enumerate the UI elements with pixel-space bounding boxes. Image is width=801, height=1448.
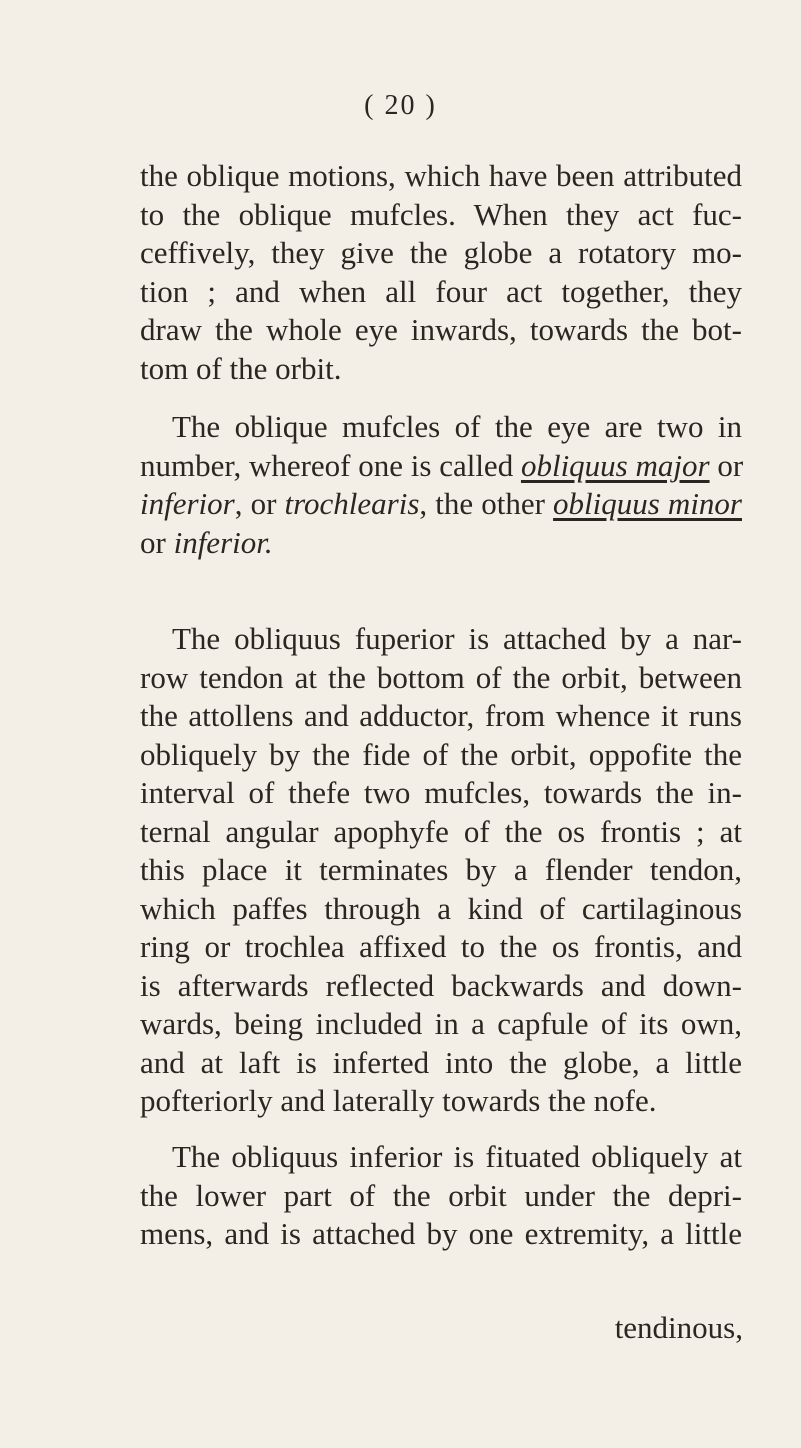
text-line: wards, being included in a capfule of its own, bbox=[140, 1006, 742, 1041]
text-line: pofteriorly and laterally towards the nofe. bbox=[140, 1083, 657, 1118]
latin-term: trochlearis bbox=[284, 486, 420, 521]
text-line: is afterwards reflected backwards and down- bbox=[140, 967, 742, 1003]
text-segment: or bbox=[709, 447, 744, 483]
page-number: ( 20 ) bbox=[364, 90, 437, 121]
text-line: interval of thefe two mufcles, towards the in- bbox=[140, 775, 742, 810]
paragraph-2 bbox=[140, 408, 742, 562]
text-line: row tendon at the bottom of the orbit, between bbox=[140, 659, 742, 695]
text-line: tom of the orbit. bbox=[140, 350, 342, 386]
text-line: The obliquus inferior is fituated obliquely at bbox=[172, 1139, 742, 1174]
paragraph-4 bbox=[140, 1138, 742, 1254]
text-segment: , or bbox=[234, 486, 285, 521]
text-line: The oblique mufcles of the eye are two in bbox=[172, 409, 742, 444]
text-line: obliquely by the fide of the orbit, oppofite the bbox=[140, 736, 742, 772]
text-line: ceffively, they give the globe a rotatory mo- bbox=[140, 235, 742, 270]
paragraph-3 bbox=[140, 620, 742, 1121]
text-line: tion ; and when all four act together, they bbox=[140, 273, 742, 309]
latin-term: obliquus major bbox=[520, 447, 710, 483]
catchword: tendinous, bbox=[614, 1310, 743, 1345]
latin-term: inferior. bbox=[173, 524, 273, 560]
text-line: to the oblique mufcles. When they act fuc- bbox=[140, 196, 742, 232]
latin-term: inferior bbox=[140, 486, 235, 521]
text-line: The obliquus fuperior is attached by a nar- bbox=[172, 621, 742, 656]
text-line: ring or trochlea affixed to the os frontis, and bbox=[140, 929, 742, 964]
latin-term: obliquus minor bbox=[553, 486, 742, 521]
text-line bbox=[140, 524, 742, 563]
text-segment: or bbox=[140, 524, 174, 560]
text-line: the oblique motions, which have been attributed bbox=[140, 158, 742, 193]
paragraph-1 bbox=[140, 157, 742, 388]
text-line: the attollens and adductor, from whence it runs bbox=[140, 698, 742, 733]
text-line bbox=[140, 485, 742, 524]
text-line: ternal angular apophyfe of the os frontis ; at bbox=[140, 813, 742, 849]
text-segment: , the other bbox=[419, 486, 554, 521]
text-line bbox=[140, 447, 742, 486]
text-line: the lower part of the orbit under the depri- bbox=[140, 1177, 742, 1213]
text-line: mens, and is attached by one extremity, a little bbox=[140, 1216, 742, 1251]
text-line: draw the whole eye inwards, towards the bot- bbox=[140, 312, 742, 347]
text-line: this place it terminates by a flender tendon, bbox=[140, 852, 742, 887]
text-line: which paffes through a kind of cartilaginous bbox=[140, 890, 742, 926]
text-line: and at laft is inferted into the globe, a little bbox=[140, 1044, 742, 1080]
text-segment: number, whereof one is called bbox=[140, 447, 521, 483]
